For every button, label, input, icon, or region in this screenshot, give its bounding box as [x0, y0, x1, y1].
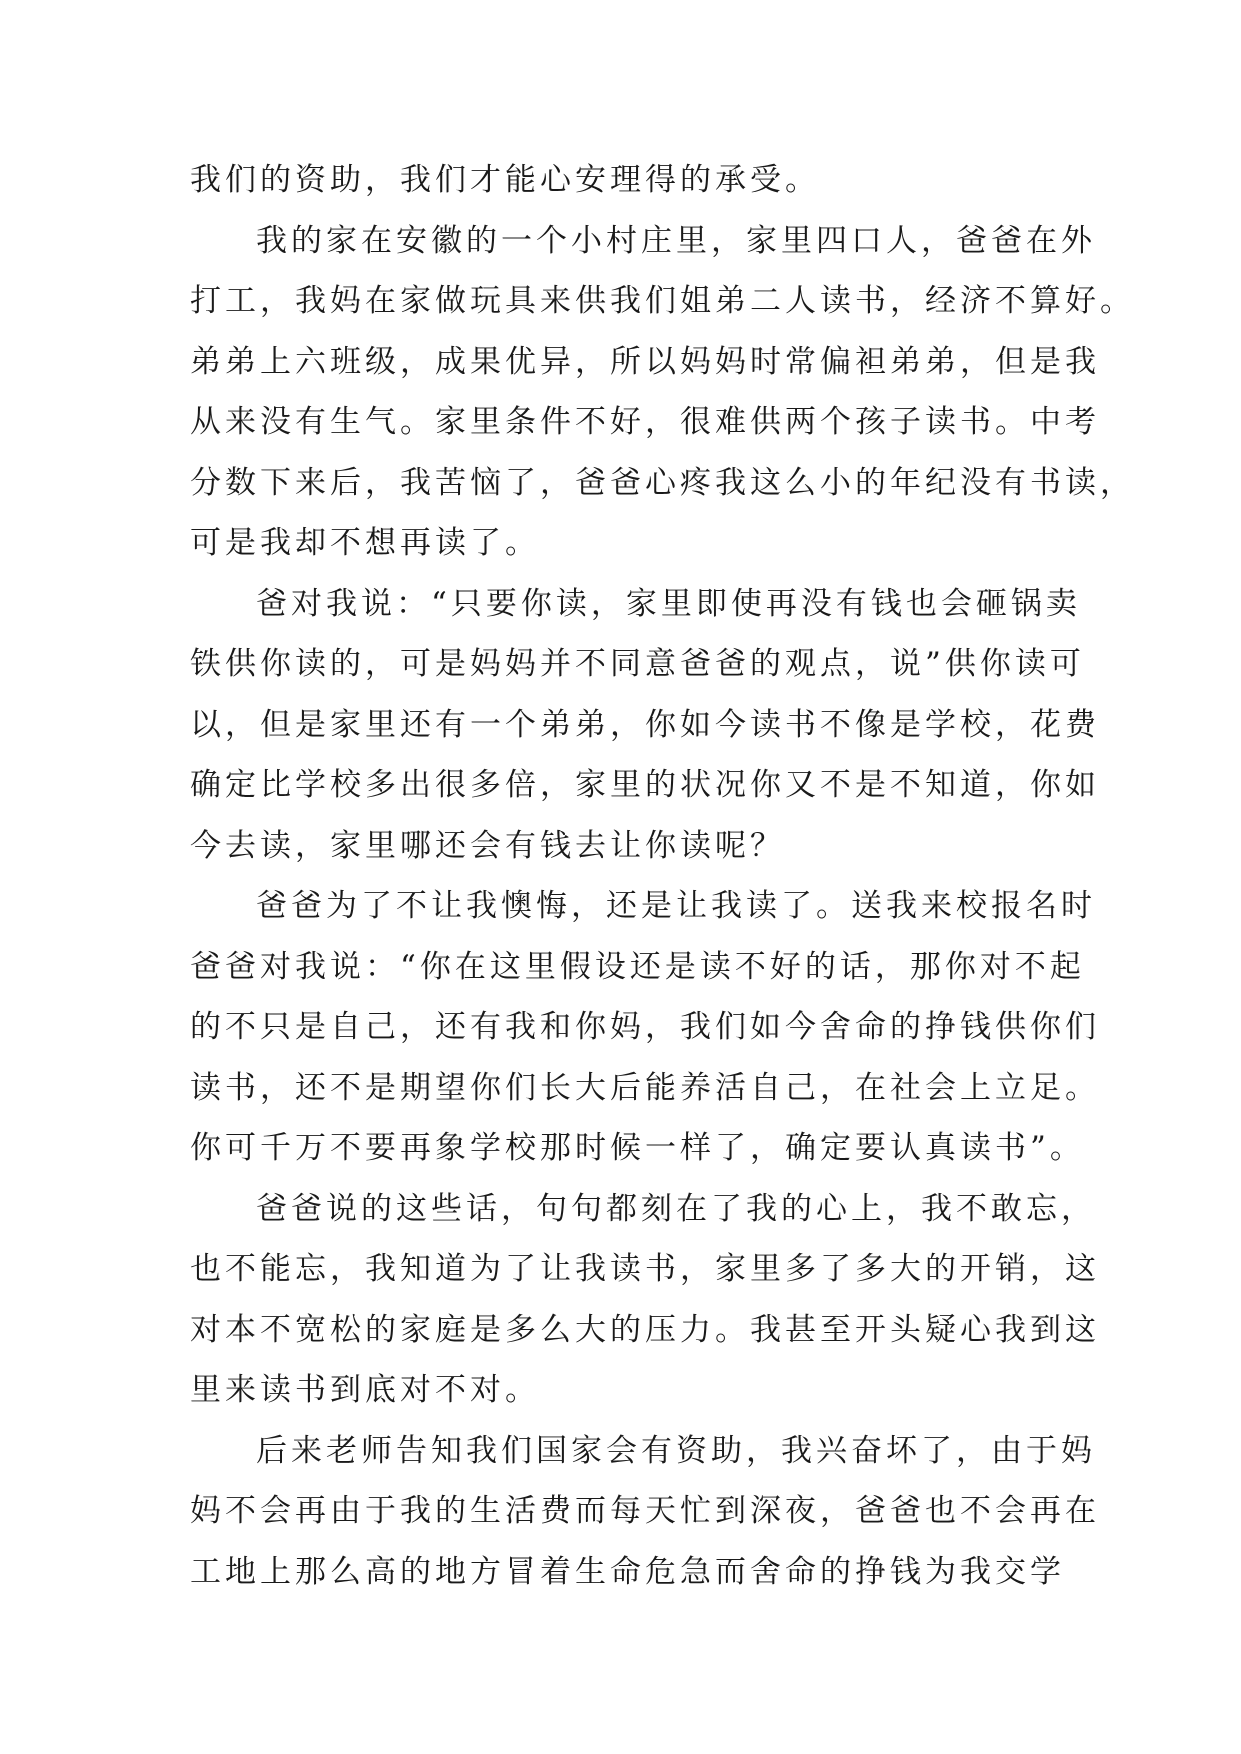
text-line: 弟弟上六班级，成果优异，所以妈妈时常偏袒弟弟，但是我: [190, 343, 1100, 380]
text-line: 也不能忘，我知道为了让我读书，家里多了多大的开销，这: [190, 1251, 1100, 1287]
text-line: 爸爸为了不让我懊悔，还是让我读了。送我来校报名时: [256, 888, 1096, 924]
text-line: 妈不会再由于我的生活费而每天忙到深夜，爸爸也不会再在: [190, 1493, 1100, 1529]
paragraph-2: [190, 211, 1135, 574]
paragraph-1: [190, 150, 1060, 211]
text-line: 以，但是家里还有一个弟弟，你如今读书不像是学校，花费: [190, 706, 1100, 743]
document-page: [190, 150, 1135, 1602]
paragraph-6: [190, 1421, 1100, 1603]
text-line: 爸爸说的这些话，句句都刻在了我的心上，我不敢忘，: [256, 1190, 1096, 1227]
text-line: 的不只是自己，还有我和你妈，我们如今舍命的挣钱供你们: [190, 1009, 1100, 1045]
paragraph-5: [190, 1179, 1100, 1421]
text-line: 爸对我说：“只要你读，家里即使再没有钱也会砸锅卖: [256, 585, 1081, 622]
text-line: 我的家在安徽的一个小村庄里，家里四口人，爸爸在外: [256, 222, 1096, 259]
text-line: 打工，我妈在家做玩具来供我们姐弟二人读书，经济不算好。: [190, 283, 1135, 319]
text-line: 今去读，家里哪还会有钱去让你读呢？: [190, 827, 785, 864]
paragraph-4: [190, 876, 1100, 1179]
text-line: 铁供你读的，可是妈妈并不同意爸爸的观点，说”供你读可: [190, 646, 1085, 682]
text-line: 确定比学校多出很多倍，家里的状况你又不是不知道，你如: [190, 767, 1100, 803]
text-line: 从来没有生气。家里条件不好，很难供两个孩子读书。中考: [190, 404, 1100, 440]
text-line: 里来读书到底对不对。: [190, 1372, 540, 1408]
paragraph-3: [190, 574, 1100, 877]
text-line: 我们的资助，我们才能心安理得的承受。: [190, 162, 820, 198]
text-line: 后来老师告知我们国家会有资助，我兴奋坏了，由于妈: [256, 1432, 1096, 1469]
text-line: 爸爸对我说：“你在这里假设还是读不好的话，那你对不起: [190, 948, 1085, 985]
text-line: 对本不宽松的家庭是多么大的压力。我甚至开头疑心我到这: [190, 1311, 1100, 1348]
text-line: 工地上那么高的地方冒着生命危急而舍命的挣钱为我交学: [190, 1553, 1065, 1590]
text-line: 你可千万不要再象学校那时候一样了，确定要认真读书”。: [190, 1130, 1085, 1166]
text-line: 分数下来后，我苦恼了，爸爸心疼我这么小的年纪没有书读，: [190, 464, 1135, 501]
text-line: 可是我却不想再读了。: [190, 525, 540, 561]
text-line: 读书，还不是期望你们长大后能养活自己，在社会上立足。: [190, 1069, 1100, 1106]
